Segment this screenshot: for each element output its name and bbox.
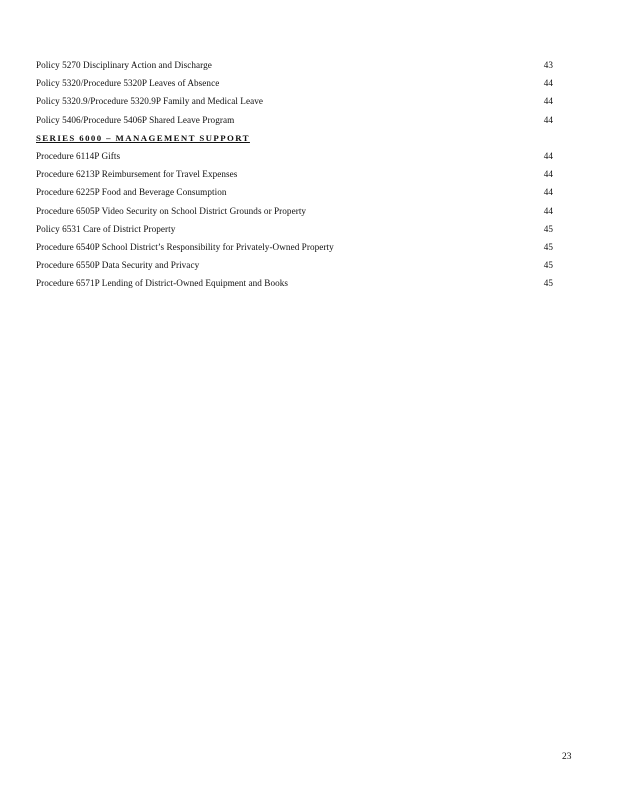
toc-entry	[36, 147, 556, 165]
toc-entry-page: 44	[543, 187, 553, 198]
section-heading-text: SERIES 6000 – MANAGEMENT SUPPORT	[36, 132, 250, 143]
toc-entry-title: Procedure 6550P Data Security and Privacy	[36, 260, 200, 271]
toc-entry-page: 45	[543, 260, 553, 271]
page-number: 23	[562, 752, 572, 762]
toc-section-heading	[36, 129, 556, 147]
toc-entry	[36, 256, 556, 274]
toc-entry-title: Policy 5270 Disciplinary Action and Discharge	[36, 60, 212, 70]
toc-entry-title: Procedure 6505P Video Security on School District Grounds or Property	[36, 205, 307, 216]
toc-entry	[36, 238, 556, 256]
toc-entry-page: 44	[543, 205, 553, 216]
toc-entry	[36, 202, 556, 220]
toc-entry-title: Policy 5320.9/Procedure 5320.9P Family and Medical Leave	[36, 96, 263, 107]
toc-entry-title: Procedure 6571P Lending of District-Owned Equipment and Books	[36, 278, 289, 289]
toc-entry	[36, 56, 556, 74]
toc-entry-page: 44	[543, 96, 553, 107]
toc-entry-page: 44	[543, 150, 553, 161]
toc-entry	[36, 183, 556, 201]
toc-entry-title: Procedure 6225P Food and Beverage Consumption	[36, 187, 227, 198]
toc-entry	[36, 92, 556, 110]
toc-entry-title: Policy 5320/Procedure 5320P Leaves of Absence	[36, 78, 220, 89]
toc-entry-title: Policy 5406/Procedure 5406P Shared Leave Program	[36, 114, 235, 125]
toc-entry-page: 44	[543, 169, 553, 180]
toc-entry	[36, 165, 556, 183]
toc-entry-title: Procedure 6213P Reimbursement for Travel Expenses	[36, 169, 238, 180]
toc-entry-page: 44	[543, 78, 553, 89]
toc-entry-title: Procedure 6114P Gifts	[36, 150, 121, 161]
toc-entry	[36, 111, 556, 129]
toc-entry-page: 45	[543, 241, 553, 252]
toc-entry-page: 44	[543, 114, 553, 125]
toc-entry-title: Procedure 6540P School District’s Responsibility for Privately-Owned Property	[36, 241, 334, 252]
toc-entry-page: 45	[543, 278, 553, 289]
toc-entry-page: 43	[543, 60, 553, 70]
toc-entry-page: 45	[543, 223, 553, 234]
toc-entry	[36, 274, 556, 292]
toc-entry	[36, 74, 556, 92]
toc-entry-title: Policy 6531 Care of District Property	[36, 223, 176, 234]
table-of-contents	[36, 56, 556, 292]
toc-entry	[36, 220, 556, 238]
